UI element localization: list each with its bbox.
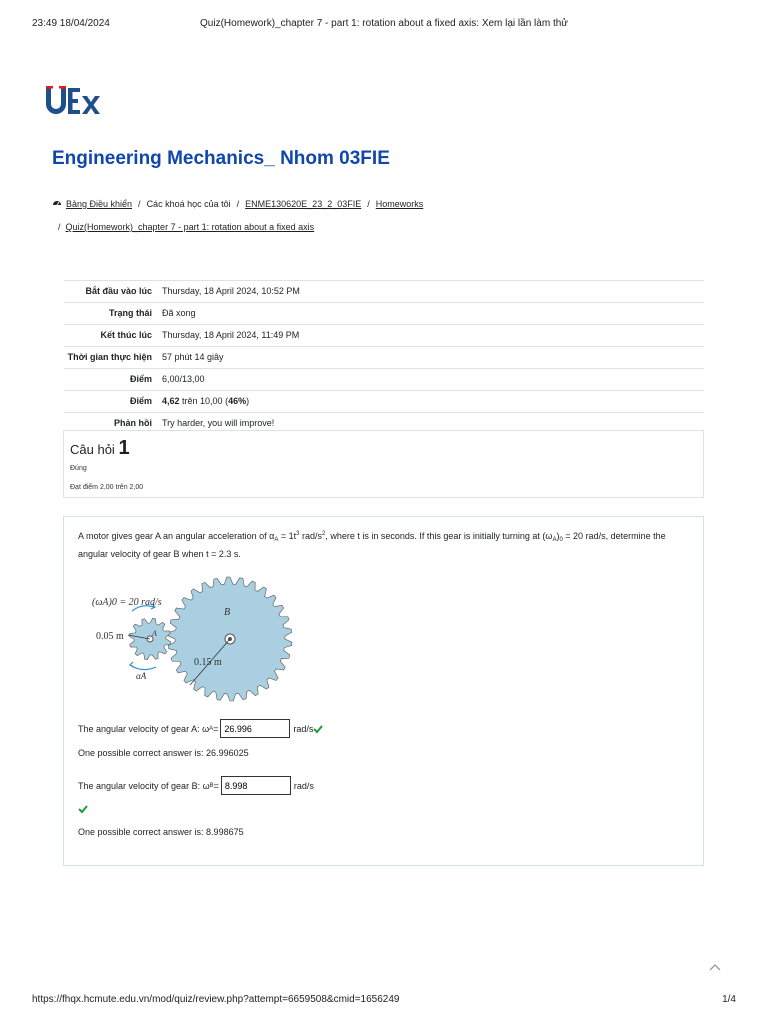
question-content	[63, 516, 704, 866]
question-text-sup: 2	[321, 531, 326, 537]
print-title: Quiz(Homework)_chapter 7 - part 1: rotation about a fixed axis: Xem lại lần làm thử	[200, 18, 568, 29]
question-text-part: )	[556, 531, 560, 541]
check-icon	[78, 804, 88, 814]
summary-label: Thời gian thực hiện	[67, 352, 152, 362]
question-info	[63, 430, 704, 498]
answer-a-correct-text: One possible correct answer is: 26.996025	[78, 748, 249, 758]
question-text-part: A motor gives gear A an angular acceleration of α	[78, 531, 275, 541]
summary-value: 57 phút 14 giây	[162, 352, 224, 362]
question-grade: Đạt điểm 2,00 trên 2,00	[70, 484, 144, 491]
gear-a-label: A	[152, 629, 157, 638]
dashboard-icon	[52, 198, 62, 208]
breadcrumb	[52, 198, 423, 209]
alpha-label: αA	[136, 671, 147, 681]
breadcrumb-separator: /	[58, 222, 61, 232]
omega-label: (ωA)0 = 20 rad/s	[92, 597, 162, 608]
breadcrumb-separator: /	[236, 199, 240, 209]
answer-b-eq: =	[213, 780, 219, 791]
summary-value: Thursday, 18 April 2024, 11:49 PM	[162, 330, 300, 340]
question-text-part: , where t is in seconds. If this gear is initially turning at (ω	[325, 531, 553, 541]
question-text-part: = 20 rad/s, determine the angular velocity of gear B when t = 2.3 s.	[78, 531, 666, 559]
summary-row	[64, 325, 704, 347]
grade-close: )	[246, 396, 250, 406]
breadcrumb-course[interactable]: ENME130620E_23_2_03FIE	[245, 199, 362, 209]
answer-b-input[interactable]	[221, 776, 291, 795]
course-title: Engineering Mechanics_ Nhom 03FIE	[52, 148, 390, 169]
answer-a-unit: rad/s	[293, 723, 314, 734]
breadcrumb-line-2	[58, 222, 314, 232]
gear-b-label: B	[224, 607, 231, 618]
gear-figure	[88, 573, 298, 709]
print-url: https://fhqx.hcmute.edu.vn/mod/quiz/review.php?attempt=6659508&cmid=1656249	[32, 994, 400, 1005]
question-label: Câu hỏi	[70, 442, 115, 457]
breadcrumb-section[interactable]: Homeworks	[375, 199, 424, 209]
question-text-sub: A	[274, 537, 279, 543]
summary-row	[64, 391, 704, 413]
summary-label: Trạng thái	[108, 308, 152, 318]
chevron-up-icon[interactable]	[708, 962, 722, 972]
question-text-sub: A	[552, 537, 557, 543]
summary-label: Bắt đầu vào lúc	[85, 286, 152, 296]
question-text	[78, 527, 688, 561]
radius-a-label: 0.05 m	[96, 631, 124, 642]
summary-row	[64, 281, 704, 303]
answer-b-sub: B	[209, 782, 214, 789]
summary-row	[64, 369, 704, 391]
summary-value: Đã xong	[162, 308, 196, 318]
answer-a-line	[78, 719, 323, 738]
summary-label: Điểm	[129, 396, 152, 406]
summary-row	[64, 347, 704, 369]
grade-percent: 46%	[228, 396, 247, 406]
summary-label: Kết thúc lúc	[100, 330, 152, 340]
answer-a-input[interactable]	[220, 719, 290, 738]
check-icon	[313, 724, 323, 734]
answer-a-sub: A	[209, 725, 214, 732]
question-text-sub: 0	[559, 537, 563, 543]
summary-label: Phản hồi	[114, 418, 152, 428]
breadcrumb-dashboard[interactable]: Bảng Điều khiển	[66, 199, 133, 209]
answer-b-prefix: The angular velocity of gear B: ω	[78, 780, 210, 791]
print-page-number: 1/4	[722, 994, 736, 1005]
grade-out-of: trên 10,00 (	[179, 396, 229, 406]
summary-value	[158, 391, 704, 412]
summary-label: Điểm	[129, 374, 152, 384]
print-header	[0, 18, 768, 32]
summary-value: Thursday, 18 April 2024, 10:52 PM	[162, 286, 300, 296]
breadcrumb-separator: /	[367, 199, 370, 209]
breadcrumb-quiz[interactable]: Quiz(Homework)_chapter 7 - part 1: rotation about a fixed axis	[65, 222, 315, 232]
alpha-arrow	[130, 665, 156, 670]
answer-a-prefix: The angular velocity of gear A: ω	[78, 723, 210, 734]
question-number-value: 1	[118, 437, 130, 459]
answer-b-unit: rad/s	[293, 780, 314, 791]
grade-score: 4,62	[162, 396, 180, 406]
utex-logo[interactable]	[46, 86, 106, 116]
question-number	[70, 437, 130, 460]
answer-a-eq: =	[213, 723, 219, 734]
print-datetime: 23:49 18/04/2024	[32, 18, 110, 29]
question-text-part: = 1t	[278, 531, 297, 541]
attempt-summary-table	[64, 280, 704, 435]
question-text-sup: 3	[296, 531, 300, 537]
summary-value: 6,00/13,00	[162, 374, 205, 384]
answer-b-line	[78, 776, 314, 795]
question-text-part: rad/s	[299, 531, 322, 541]
question-state: Đúng	[70, 465, 87, 472]
breadcrumb-separator: /	[138, 199, 141, 209]
summary-value: Try harder, you will improve!	[162, 418, 275, 428]
breadcrumb-my-courses[interactable]: Các khoá học của tôi	[146, 199, 231, 209]
answer-b-correct-text: One possible correct answer is: 8.998675	[78, 827, 244, 837]
summary-row	[64, 303, 704, 325]
radius-b-label: 0.15 m	[194, 657, 222, 668]
